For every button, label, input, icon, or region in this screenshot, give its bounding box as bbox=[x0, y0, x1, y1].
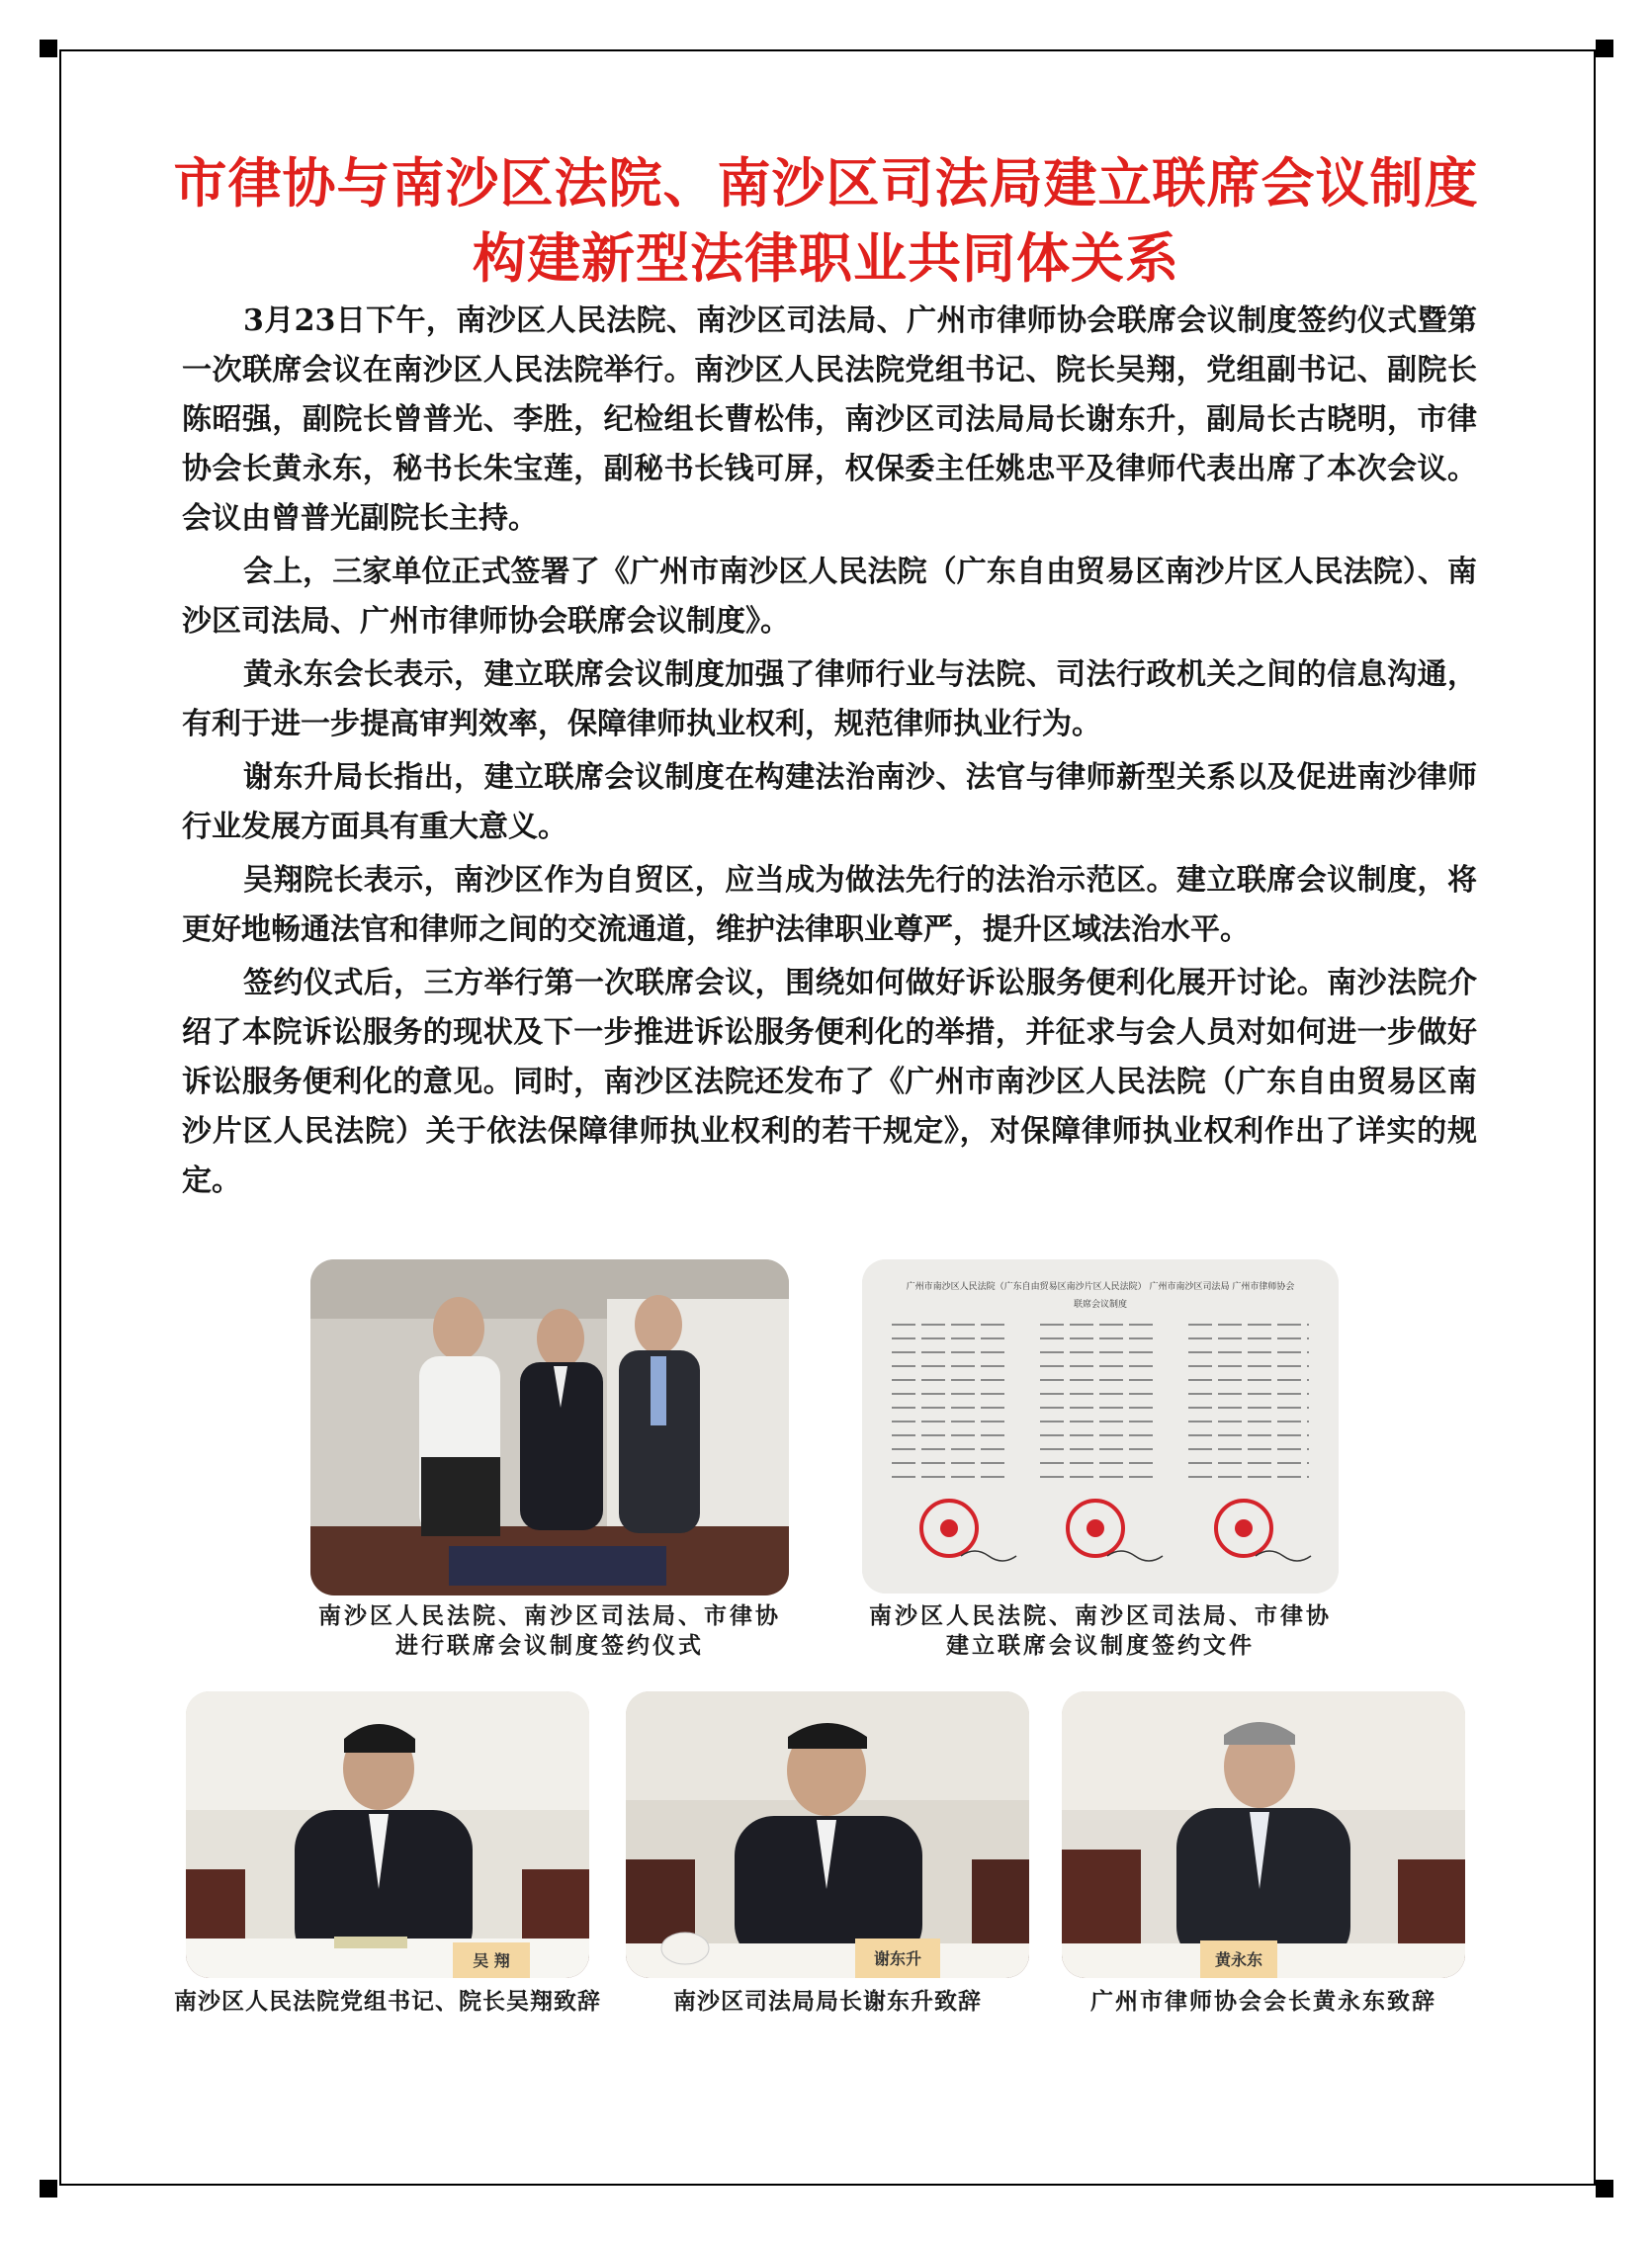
article-body bbox=[182, 297, 1477, 1210]
document-photo bbox=[862, 1259, 1339, 1594]
wu-xiang-photo bbox=[186, 1691, 589, 1978]
paragraph-6: 签约仪式后，三方举行第一次联席会议，围绕如何做好诉讼服务便利化展开讨论。南沙法院介绍了本院诉讼服务的现状及下一步推进诉讼服务便利化的举措，并征求与会人员对如何进一步做好诉讼服务便利化的意见。同时，南沙区法院还发布了《广州市南沙区人民法院（广东自由贸易区南沙片区人民法院）关于依法保障律师执业权利的若干规定》，对保障律师执业权利作出了详实的规定。 bbox=[182, 966, 1477, 1198]
corner-mark-br bbox=[1596, 2180, 1613, 2198]
paragraph-3: 黄永东会长表示，建立联席会议制度加强了律师行业与法院、司法行政机关之间的信息沟通，有利于进一步提高审判效率，保障律师执业权利，规范律师执业行为。 bbox=[182, 657, 1477, 741]
corner-mark-tl bbox=[40, 40, 57, 57]
huang-yongdong-caption: 广州市律师协会会长黄永东致辞 bbox=[1090, 1988, 1436, 2015]
ceremony-caption-line1: 南沙区人民法院、南沙区司法局、市律协 bbox=[318, 1602, 781, 1629]
xie-dongsheng-nameplate: 谢东升 bbox=[873, 1949, 922, 1968]
frame-bottom bbox=[59, 2184, 1596, 2186]
corner-mark-tr bbox=[1596, 40, 1613, 57]
doc-heading: 广州市南沙区人民法院（广东自由贸易区南沙片区人民法院） 广州市南沙区司法局 广州市律师协会 bbox=[906, 1282, 1295, 1292]
doc-subheading: 联席会议制度 bbox=[1073, 1300, 1128, 1310]
paragraph-2: 会上，三家单位正式签署了《广州市南沙区人民法院（广东自由贸易区南沙片区人民法院）、南沙区司法局、广州市律师协会联席会议制度》。 bbox=[182, 555, 1477, 639]
wu-xiang-caption: 南沙区人民法院党组书记、院长吴翔致辞 bbox=[174, 1988, 601, 2015]
huang-yongdong-photo bbox=[1062, 1691, 1465, 1978]
corner-mark-bl bbox=[40, 2180, 57, 2198]
frame-left bbox=[59, 49, 61, 2186]
paragraph-1: 3月23日下午，南沙区人民法院、南沙区司法局、广州市律师协会联席会议制度签约仪式暨第一次联席会议在南沙区人民法院举行。南沙区人民法院党组书记、院长吴翔，党组副书记、副院长陈昭强，副院长曾普光、李胜，纪检组长曹松伟，南沙区司法局局长谢东升，副局长古晓明，市律协会长黄永东，秘书长朱宝莲，副秘书长钱可屏，权保委主任姚忠平及律师代表出席了本次会议。会议由曾普光副院长主持。 bbox=[182, 303, 1477, 536]
xie-dongsheng-photo bbox=[626, 1691, 1029, 1978]
huang-yongdong-nameplate: 黄永东 bbox=[1214, 1950, 1263, 1969]
ceremony-caption bbox=[287, 1601, 813, 1661]
document-caption bbox=[838, 1601, 1362, 1661]
ceremony-caption-line2: 进行联席会议制度签约仪式 bbox=[395, 1632, 704, 1659]
document-caption-line2: 建立联席会议制度签约文件 bbox=[946, 1632, 1255, 1659]
article-title-line2: 构建新型法律职业共同体关系 bbox=[473, 226, 1179, 290]
paragraph-5: 吴翔院长表示，南沙区作为自贸区，应当成为做法先行的法治示范区。建立联席会议制度，将更好地畅通法官和律师之间的交流通道，维护法律职业尊严，提升区域法治水平。 bbox=[182, 863, 1477, 947]
wu-xiang-nameplate: 吴 翔 bbox=[473, 1951, 510, 1970]
document-caption-line1: 南沙区人民法院、南沙区司法局、市律协 bbox=[869, 1602, 1332, 1629]
article-title-line1: 市律协与南沙区法院、南沙区司法局建立联席会议制度 bbox=[173, 151, 1479, 215]
xie-dongsheng-caption: 南沙区司法局局长谢东升致辞 bbox=[673, 1988, 982, 2015]
paragraph-4: 谢东升局长指出，建立联席会议制度在构建法治南沙、法官与律师新型关系以及促进南沙律师行业发展方面具有重大意义。 bbox=[182, 760, 1477, 844]
frame-top bbox=[59, 49, 1596, 51]
ceremony-photo bbox=[310, 1259, 789, 1595]
frame-right bbox=[1594, 49, 1596, 2186]
